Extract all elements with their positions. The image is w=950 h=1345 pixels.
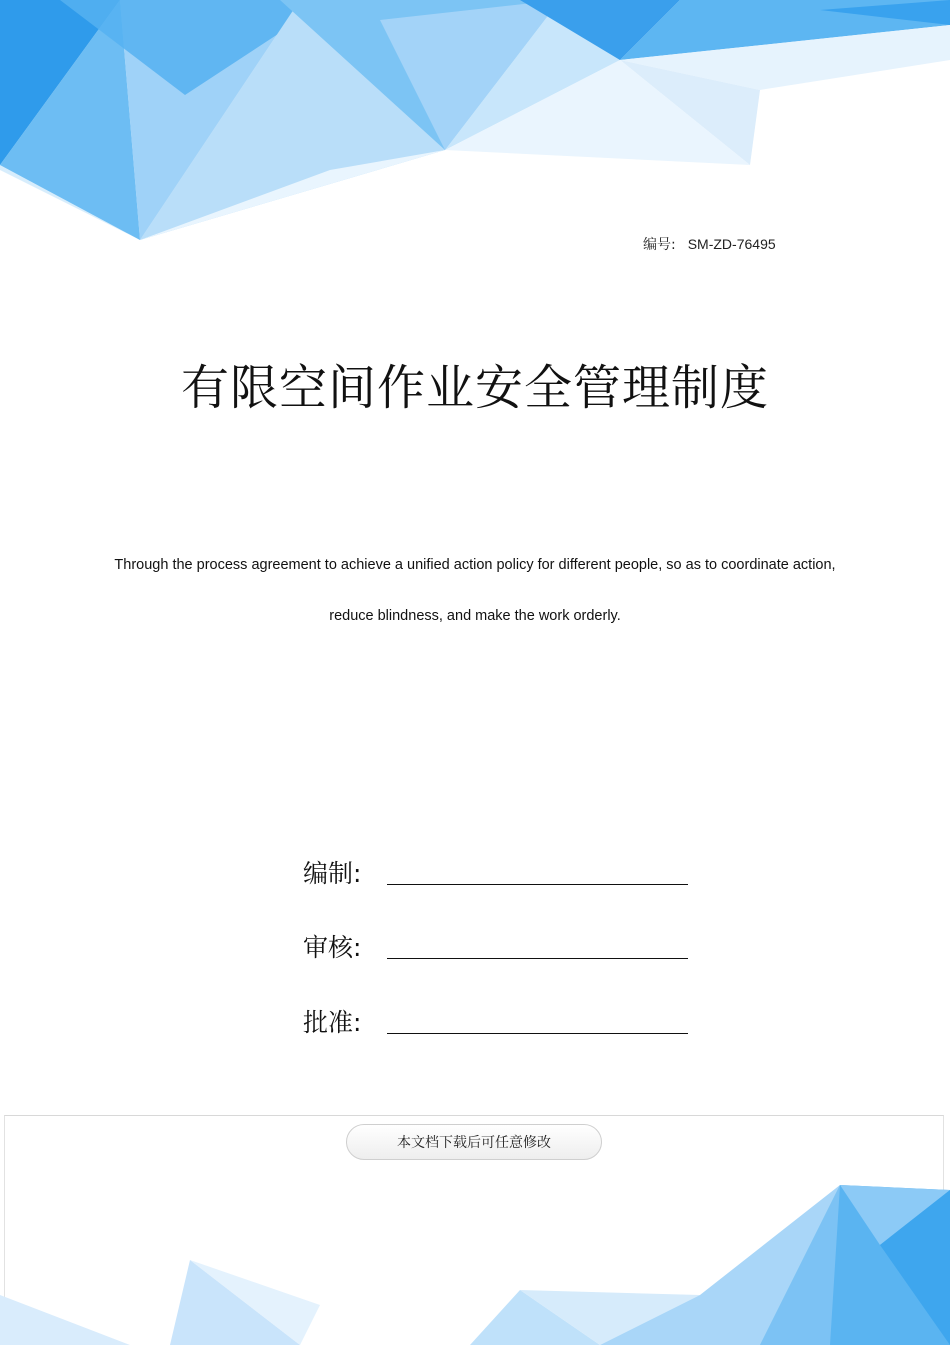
signature-line-compile[interactable] <box>387 884 688 885</box>
top-decoration <box>0 0 950 250</box>
editable-note-badge: 本文档下载后可任意修改 <box>346 1124 602 1160</box>
signature-row-review <box>303 924 688 964</box>
signature-row-approve <box>303 999 688 1039</box>
document-number <box>643 234 776 254</box>
signature-line-review[interactable] <box>387 958 688 959</box>
signature-label-review: 审核: <box>303 933 362 962</box>
document-number-label: 编号: <box>643 237 676 253</box>
document-subtitle: Through the process agreement to achieve a unified action policy for different people, so as to coordinate action, reduce blindness, and make the work orderly. <box>114 557 836 624</box>
document-title: 有限空间作业安全管理制度 <box>180 360 769 416</box>
signature-line-approve[interactable] <box>387 1033 688 1034</box>
signature-row-compile <box>303 850 688 890</box>
document-number-value: SM-ZD-76495 <box>687 236 776 252</box>
signature-label-compile: 编制: <box>303 859 362 888</box>
signature-label-approve: 批准: <box>303 1008 362 1037</box>
